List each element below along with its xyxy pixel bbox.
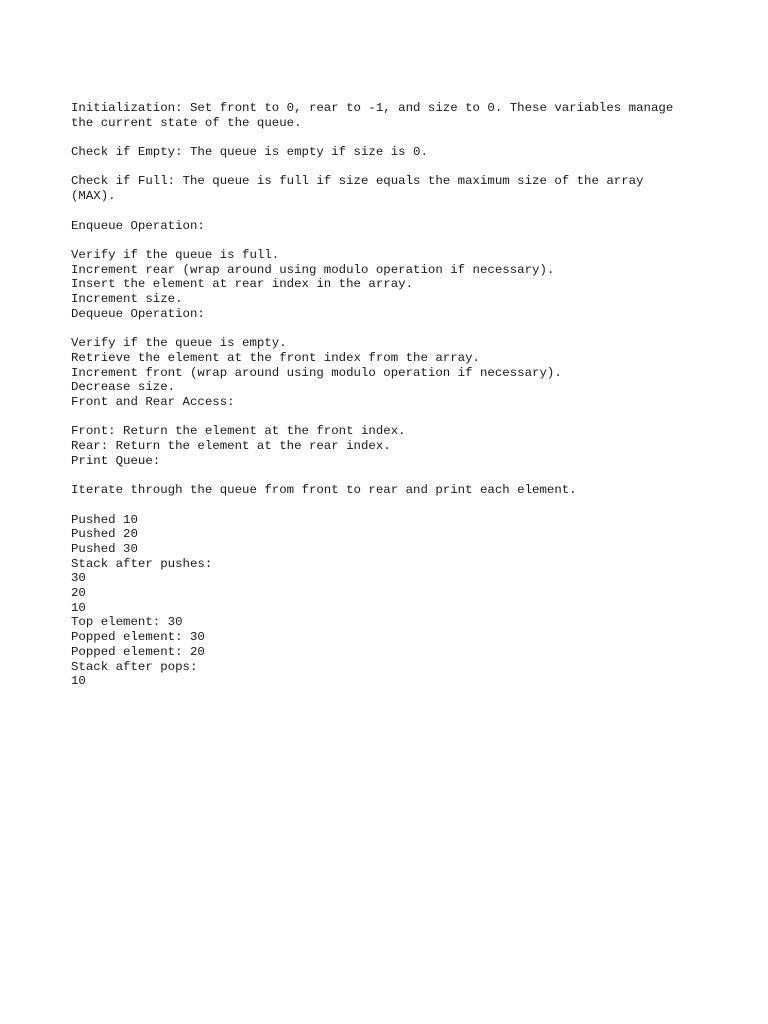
text-line: Initialization: Set front to 0, rear to -1, and size to 0. These variables manage (71, 101, 674, 115)
document-page (71, 101, 711, 689)
output-line: Pushed 20 (71, 527, 138, 542)
text-line: the current state of the queue. (71, 115, 302, 130)
blank-line (71, 130, 711, 145)
blank-line (71, 410, 711, 425)
text-line: Iterate through the queue from front to rear and print each element. (71, 483, 577, 498)
text-line: Verify if the queue is empty. (71, 336, 287, 351)
blank-line (71, 321, 711, 336)
text-line: Insert the element at rear index in the array. (71, 277, 414, 292)
output-line: 20 (71, 586, 86, 601)
text-line: Increment front (wrap around using modulo operation if necessary). (71, 365, 562, 380)
output-line: 30 (71, 571, 86, 586)
output-line: Popped element: 30 (71, 630, 205, 645)
blank-line (71, 204, 711, 219)
output-line: Pushed 10 (71, 512, 138, 527)
text-line: Check if Full: The queue is full if size equals the maximum size of the array (71, 174, 644, 189)
text-line: Increment rear (wrap around using modulo operation if necessary). (71, 262, 555, 277)
text-line: Check if Empty: The queue is empty if size is 0. (71, 145, 428, 160)
section-heading-access: Front and Rear Access: (71, 394, 235, 409)
text-line: Verify if the queue is full. (71, 247, 280, 262)
output-line: 10 (71, 674, 86, 689)
blank-line (71, 468, 711, 483)
section-heading-enqueue: Enqueue Operation: (71, 218, 205, 233)
text-line: Retrieve the element at the front index from the array. (71, 350, 480, 365)
output-line: Stack after pushes: (71, 556, 213, 571)
blank-line (71, 233, 711, 248)
output-line: Popped element: 20 (71, 644, 205, 659)
output-line: Top element: 30 (71, 615, 183, 630)
blank-line (71, 498, 711, 513)
section-heading-print: Print Queue: (71, 453, 161, 468)
text-line: Increment size. (71, 292, 183, 307)
output-line: Stack after pops: (71, 659, 198, 674)
text-line: Rear: Return the element at the rear index. (71, 439, 391, 454)
text-line: Front: Return the element at the front index. (71, 424, 406, 439)
section-heading-dequeue: Dequeue Operation: (71, 306, 205, 321)
blank-line (71, 160, 711, 175)
text-line: (MAX). (71, 189, 116, 204)
output-line: Pushed 30 (71, 541, 138, 556)
text-line: Decrease size. (71, 380, 176, 395)
output-line: 10 (71, 600, 86, 615)
